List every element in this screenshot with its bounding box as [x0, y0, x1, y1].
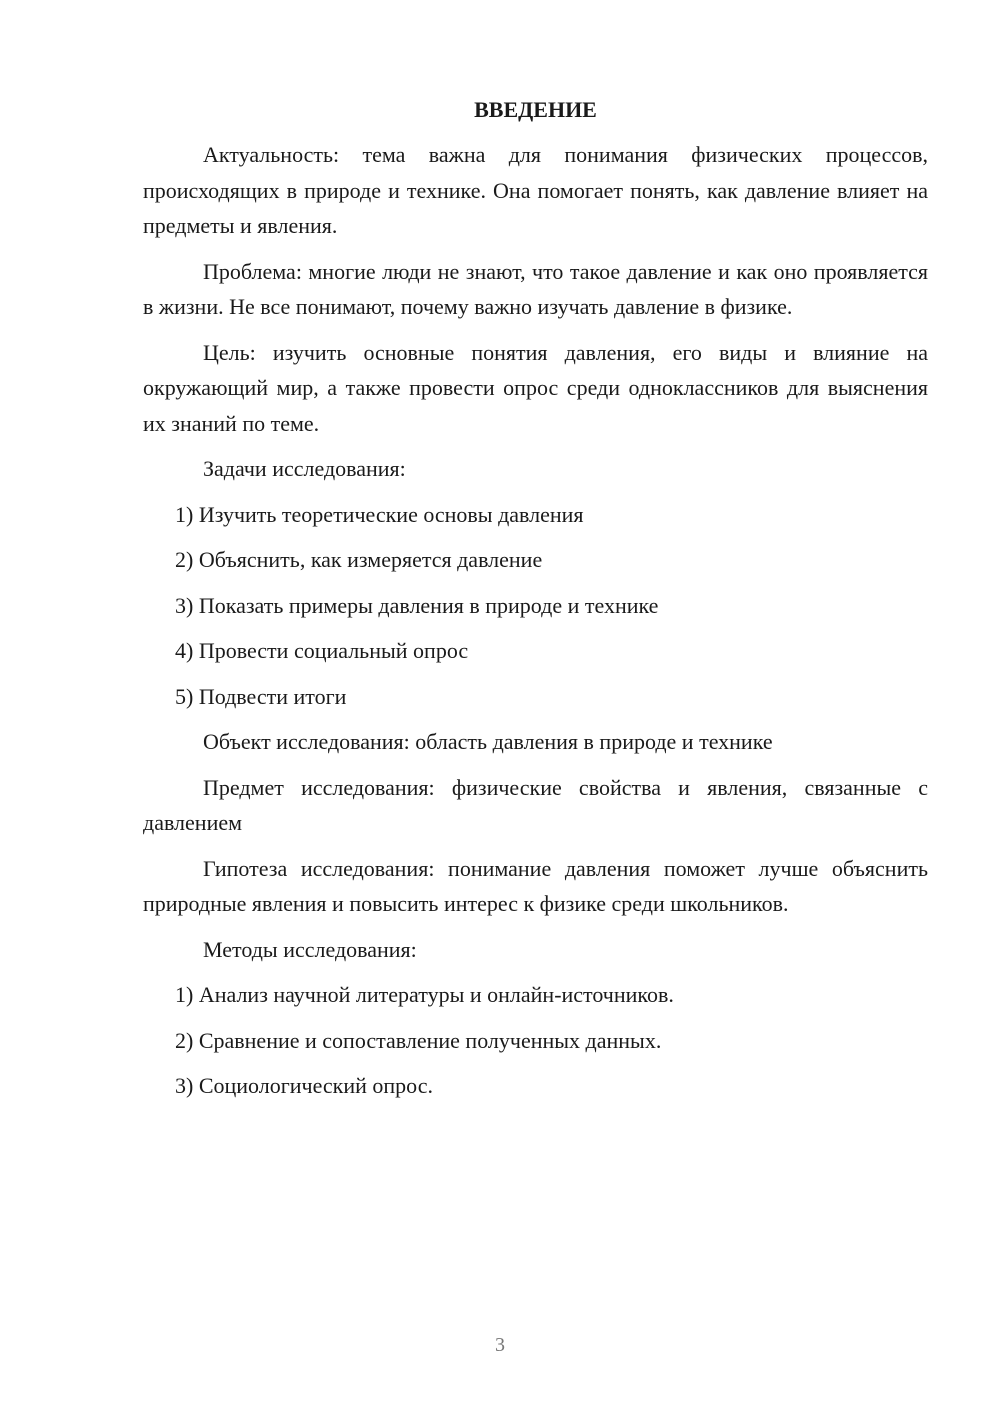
subject-paragraph: Предмет исследования: физические свойства и явления, связанные с давлением: [143, 774, 928, 835]
task-item: 2) Объяснить, как измеряется давление: [175, 547, 543, 572]
task-item: 3) Показать примеры давления в природе и технике: [175, 592, 659, 618]
task-item: 5) Подвести итоги: [175, 683, 347, 709]
method-item: 3) Социологический опрос.: [175, 1073, 433, 1098]
object-paragraph: Объект исследования: область давления в природе и технике: [203, 729, 773, 754]
tasks-label: Задачи исследования:: [203, 456, 406, 481]
method-item: 1) Анализ научной литературы и онлайн-источников.: [175, 982, 674, 1007]
page-content: [143, 92, 928, 1114]
hypothesis-paragraph: Гипотеза исследования: понимание давления поможет лучше объяснить природные явления и повысить интерес к физике среди школьников.: [143, 855, 928, 916]
problem-paragraph: Проблема: многие люди не знают, что такое давление и как оно проявляется в жизни. Не все понимают, почему важно изучать давление в физике.: [143, 258, 928, 319]
page-number: 3: [495, 1334, 505, 1356]
relevance-paragraph: Актуальность: тема важна для понимания физических процессов, происходящих в природе и технике. Она помогает понять, как давление влияет на предметы и явления.: [143, 142, 928, 238]
section-title: ВВЕДЕНИЕ: [474, 97, 597, 122]
goal-paragraph: Цель: изучить основные понятия давления, его виды и влияние на окружающий мир, а также провести опрос среди одноклассников для выяснения их знаний по теме.: [143, 339, 928, 436]
task-item: 4) Провести социальный опрос: [175, 638, 469, 663]
method-item: 2) Сравнение и сопоставление полученных данных.: [175, 1027, 662, 1053]
methods-label: Методы исследования:: [203, 936, 417, 962]
task-item: 1) Изучить теоретические основы давления: [175, 501, 584, 527]
